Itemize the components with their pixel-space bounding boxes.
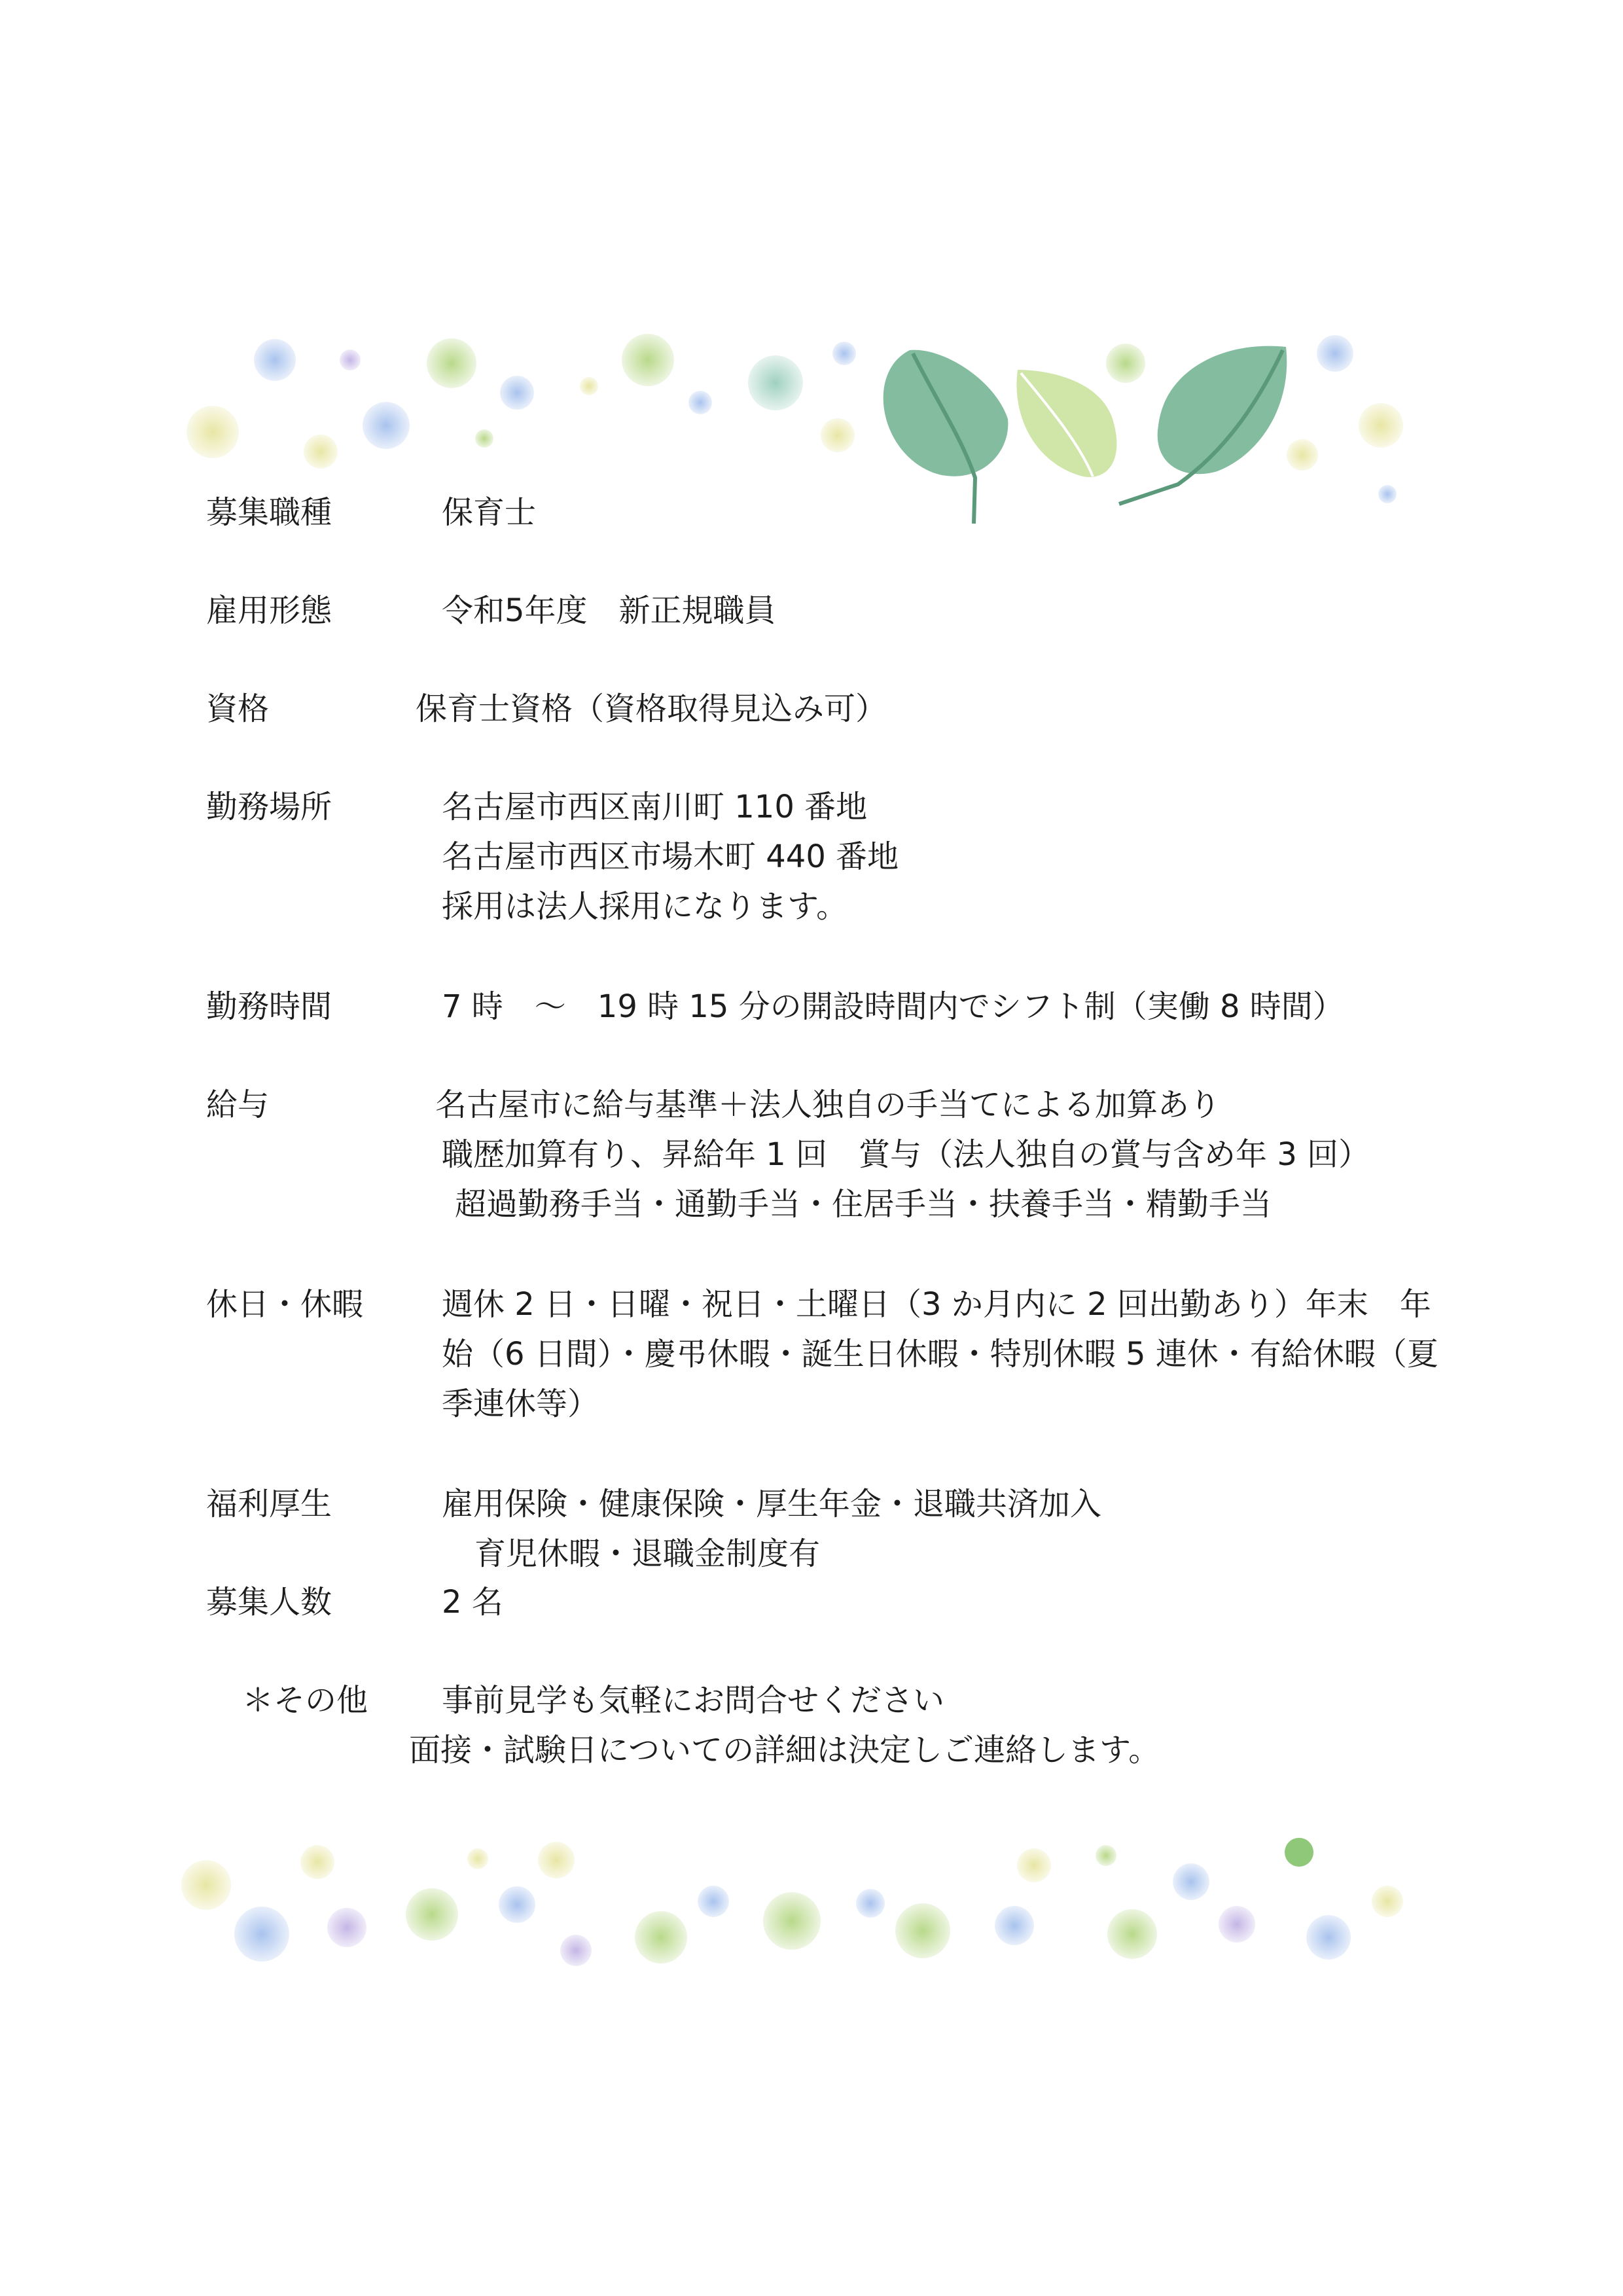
detail-label: 資格 — [206, 691, 270, 727]
detail-label: 勤務場所 — [206, 789, 332, 825]
detail-value — [442, 586, 776, 636]
detail-line: 名古屋市に給与基準＋法人独自の手当てによる加算あり — [435, 1086, 1221, 1123]
detail-label: 給与 — [206, 1086, 270, 1123]
detail-label: 休日・休暇 — [206, 1286, 364, 1323]
detail-value — [442, 1577, 503, 1627]
detail-line: 育児休暇・退職金制度有 — [474, 1535, 821, 1572]
detail-value — [442, 1280, 1438, 1429]
detail-line: 季連休等） — [442, 1386, 599, 1422]
detail-line: 名古屋市西区市場木町 440 番地 — [442, 838, 899, 875]
detail-label: 雇用形態 — [206, 592, 332, 629]
detail-line: 保育士資格（資格取得見込み可） — [416, 691, 887, 727]
detail-value — [442, 982, 1344, 1031]
detail-line: 採用は法人採用になります。 — [442, 888, 848, 925]
detail-label: 勤務時間 — [206, 988, 332, 1025]
detail-line: 2 名 — [442, 1584, 503, 1621]
detail-value — [435, 1080, 1370, 1229]
detail-line: 週休 2 日・日曜・祝日・土曜日（3 か月内に 2 回出勤あり）年末 年 — [442, 1286, 1431, 1323]
detail-value — [409, 1676, 1160, 1775]
detail-value — [416, 684, 887, 734]
detail-line: 雇用保険・健康保険・厚生年金・退職共済加入 — [442, 1486, 1102, 1522]
leaf-center-icon — [1016, 370, 1116, 477]
detail-line: 7 時 ～ 19 時 15 分の開設時間内でシフト制（実働 8 時間） — [442, 988, 1344, 1025]
detail-line: 職歴加算有り、昇給年 1 回 賞与（法人独自の賞与含め年 3 回） — [442, 1136, 1370, 1173]
leaf-right-icon — [1119, 346, 1287, 504]
detail-value — [442, 1479, 1101, 1579]
bottom-decoration — [0, 1820, 1623, 2003]
detail-label: 募集職種 — [206, 494, 332, 531]
detail-line: 始（6 日間）・慶弔休暇・誕生日休暇・特別休暇 5 連休・有給休暇（夏 — [442, 1336, 1438, 1372]
detail-value — [442, 488, 536, 537]
detail-value — [442, 782, 899, 931]
detail-label: 募集人数 — [206, 1584, 332, 1621]
detail-line: 保育士 — [442, 494, 537, 531]
detail-line: 超過勤務手当・通勤手当・住居手当・扶養手当・精勤手当 — [455, 1186, 1272, 1223]
detail-line: 令和5年度 新正規職員 — [442, 592, 776, 629]
detail-label: 福利厚生 — [206, 1486, 332, 1522]
detail-label: ＊その他 — [242, 1682, 368, 1719]
detail-line: 名古屋市西区南川町 110 番地 — [442, 789, 868, 825]
detail-line: 事前見学も気軽にお問合せください — [442, 1682, 945, 1719]
leaf-left-icon — [883, 350, 1008, 524]
dots-bottom — [181, 1838, 1403, 1966]
detail-line: 面接・試験日についての詳細は決定しご連絡します。 — [409, 1732, 1160, 1768]
